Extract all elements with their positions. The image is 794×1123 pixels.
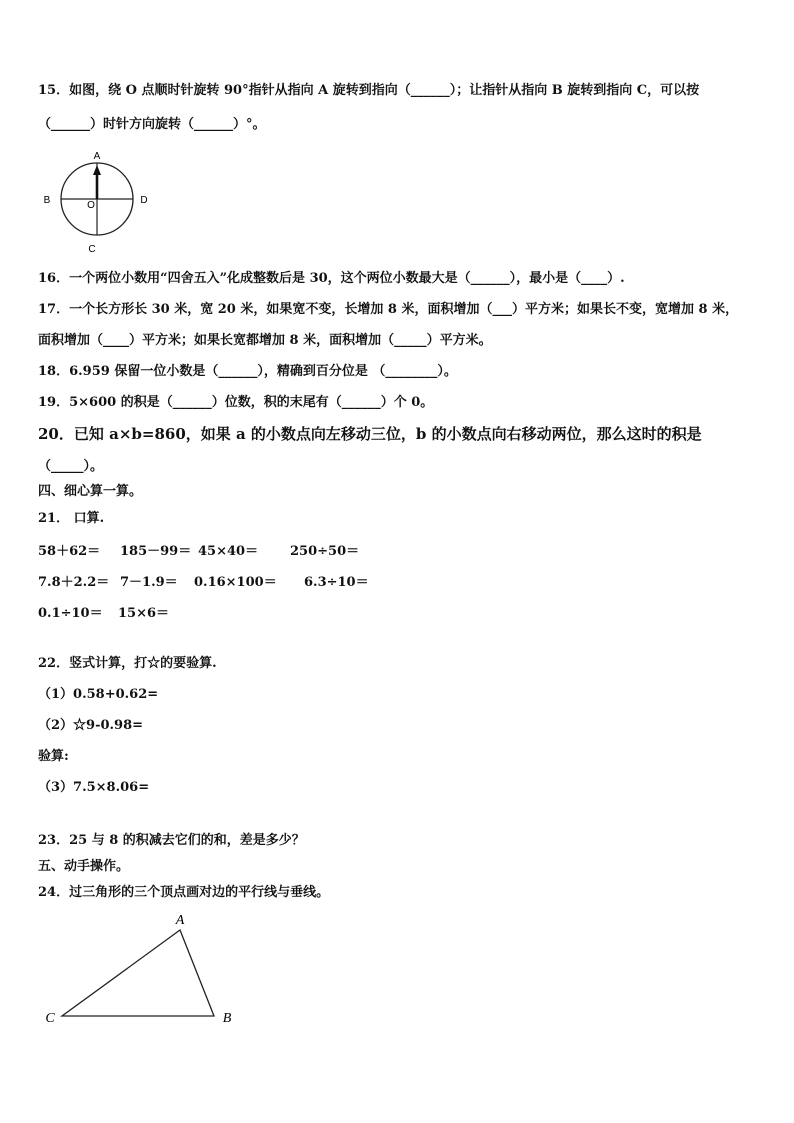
clock-figure [38, 148, 168, 260]
q17-line1: 17．一个长方形长 30 米，宽 20 米，如果宽不变，长增加 8 米，面积增加（___）平方米；如果长不变，宽增加 8 米， [38, 302, 739, 317]
calc-item: 45×40＝ [198, 544, 259, 559]
calc-item: 58＋62＝ [38, 544, 101, 559]
calc-item: 6.3÷10＝ [304, 575, 369, 590]
q22-item3: （3）7.5×8.06= [38, 780, 150, 795]
calc-item: 7－1.9＝ [120, 575, 178, 590]
label-c: C [88, 244, 96, 255]
calc-item: 7.8＋2.2＝ [38, 575, 110, 590]
q16-text: 16．一个两位小数用“四舍五入”化成整数后是 30，这个两位小数最大是（______），最小是（____）. [38, 271, 625, 286]
q21-title: 21． 口算. [38, 511, 105, 526]
label-a: A [93, 151, 101, 162]
triangle-abc [62, 930, 214, 1016]
calc-item: 15×6＝ [118, 606, 170, 621]
label-c: C [45, 1011, 55, 1026]
q19-text: 19．5×600 的积是（______）位数，积的末尾有（______）个 0。 [38, 395, 434, 410]
q22-check-label: 验算: [38, 749, 69, 764]
q23-text: 23．25 与 8 的积减去它们的和，差是多少？ [38, 833, 305, 848]
q15-line1: 15．如图，绕 O 点顺时针旋转 90°指针从指向 A 旋转到指向（______）；让指针从指向 B 旋转到指向 C，可以按 [38, 83, 700, 98]
q15-line2: （______）时针方向旋转（______）°。 [38, 117, 266, 132]
q24-title: 24．过三角形的三个顶点画对边的平行线与垂线。 [38, 885, 330, 900]
q22-item2: （2）☆9-0.98= [38, 718, 144, 733]
pointer-arrow-head [93, 165, 101, 175]
section5-heading: 五、动手操作。 [38, 859, 130, 874]
q22-item1: （1）0.58+0.62= [38, 687, 159, 702]
label-a: A [175, 913, 185, 928]
q17-line2: 面积增加（____）平方米；如果长宽都增加 8 米，面积增加（_____）平方米。 [38, 333, 492, 348]
section4-heading: 四、细心算一算。 [38, 484, 143, 499]
label-b: B [43, 195, 51, 206]
triangle-figure [38, 910, 248, 1034]
calc-item: 0.16×100＝ [194, 575, 277, 590]
label-o: O [87, 200, 95, 211]
calc-item: 250÷50＝ [290, 544, 360, 559]
q18-text: 18．6.959 保留一位小数是（______），精确到百分位是 （________）。 [38, 364, 457, 379]
q20-line2: （_____）。 [38, 459, 104, 474]
calc-item: 185－99＝ [120, 544, 192, 559]
label-b: B [222, 1011, 232, 1026]
q22-title: 22．竖式计算，打☆的要验算. [38, 656, 217, 671]
label-d: D [140, 195, 148, 206]
q20-line1: 20．已知 a×b=860，如果 a 的小数点向左移动三位，b 的小数点向右移动两位，那么这时的积是 [38, 425, 702, 443]
calc-item: 0.1÷10＝ [38, 606, 103, 621]
